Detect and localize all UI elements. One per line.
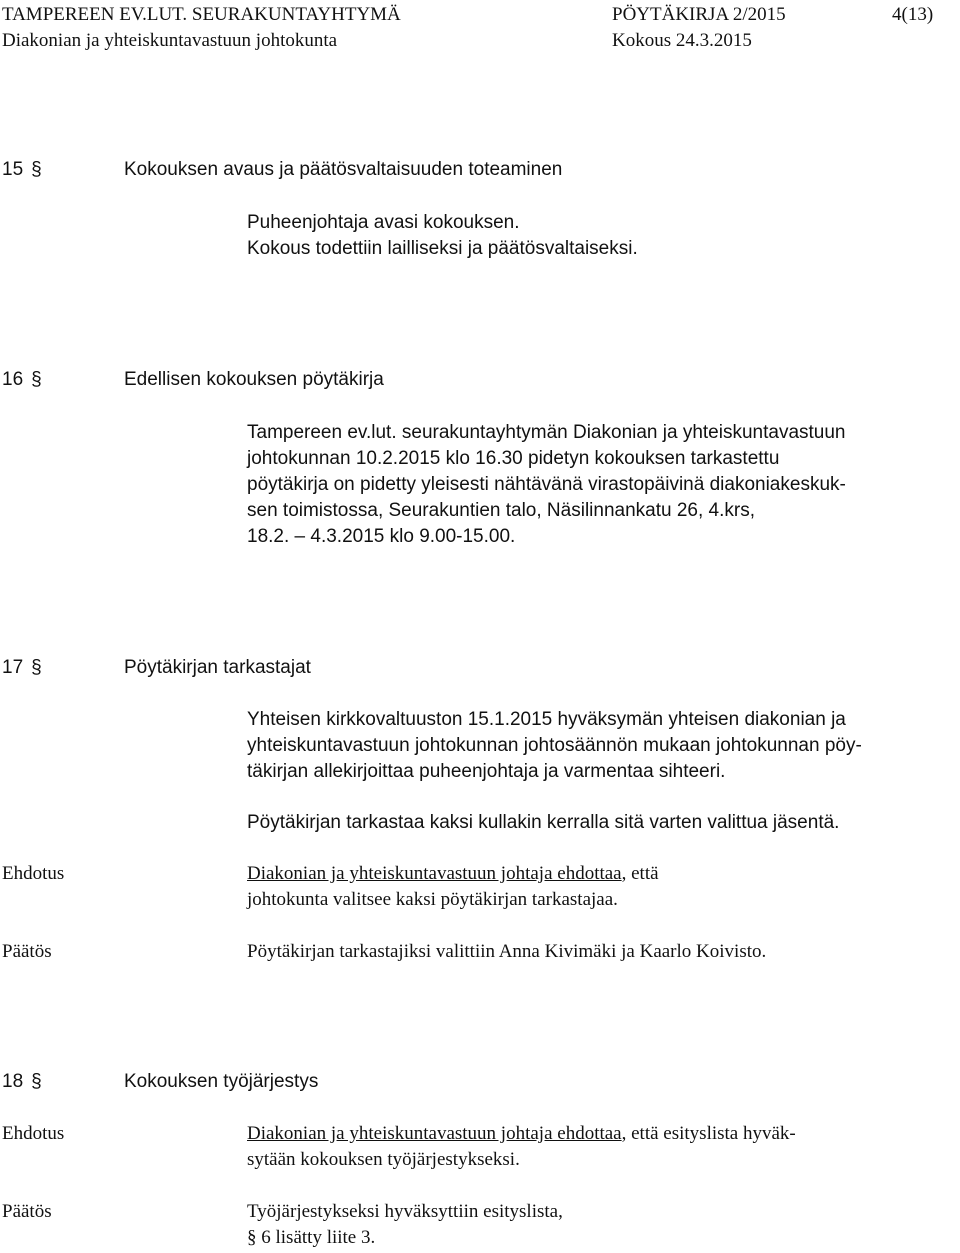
section-16-number: 16 § xyxy=(2,367,42,393)
proposer: Diakonian ja yhteiskuntavastuun johtaja ehdottaa xyxy=(247,1123,622,1144)
header-page-number: 4(13) xyxy=(892,4,934,25)
section-18-title: Kokouksen työjärjestys xyxy=(124,1071,319,1092)
header-board: Diakonian ja yhteiskuntavastuun johtokunta xyxy=(2,30,338,51)
section-icon: § xyxy=(31,657,42,678)
section-18-decision-label: Päätös xyxy=(2,1201,52,1222)
section-17-number: 17 § xyxy=(2,655,42,681)
section-icon: § xyxy=(31,1071,42,1092)
header-org: TAMPEREEN EV.LUT. SEURAKUNTAYHTYMÄ xyxy=(2,4,401,25)
section-15-title: Kokouksen avaus ja päätösvaltaisuuden toteaminen xyxy=(124,159,563,180)
section-17-decision: Pöytäkirjan tarkastajiksi valittiin Anna Kivimäki ja Kaarlo Koivisto. xyxy=(247,941,767,962)
section-16-body: Tampereen ev.lut. seurakuntayhtymän Diakonian ja yhteiskuntavastuun johtokunnan 10.2.2015 klo 16.30 pidetyn kokouksen tarkastettu pöytäkirja on pidetty yleisesti nähtävänä virastopäivinä diakoniakeskuk- sen toimistossa, Seurakuntien talo, Näsilinnankatu 26, 4.krs, 18.2. – 4.3.2015 klo 9.00-15.00. xyxy=(247,422,846,547)
section-17-line2: Pöytäkirjan tarkastaa kaksi kullakin kerralla sitä varten valittua jäsentä. xyxy=(247,812,840,833)
section-15-number: 15 § xyxy=(2,157,42,183)
section-17-body: Yhteisen kirkkovaltuuston 15.1.2015 hyväksymän yhteisen diakonian ja yhteiskuntavastuun johtokunnan johtosäännön mukaan johtokunnan pöy- täkirjan allekirjoittaa puheenjohtaja ja varmentaa sihteeri. xyxy=(247,709,862,782)
section-16-title: Edellisen kokouksen pöytäkirja xyxy=(124,369,384,390)
section-17-decision-label: Päätös xyxy=(2,941,52,962)
section-17-proposal: Diakonian ja yhteiskuntavastuun johtaja ehdottaa, että johtokunta valitsee kaksi pöytäkirjan tarkastajaa. xyxy=(247,863,659,910)
proposer: Diakonian ja yhteiskuntavastuun johtaja ehdottaa xyxy=(247,863,622,884)
section-icon: § xyxy=(247,1227,257,1248)
section-18-proposal: Diakonian ja yhteiskuntavastuun johtaja ehdottaa, että esityslista hyväk- sytään kokouksen työjärjestykseksi. xyxy=(247,1123,796,1170)
section-18-decision: Työjärjestykseksi hyväksyttiin esityslista, § 6 lisätty liite 3. xyxy=(247,1201,563,1248)
section-15-body: Puheenjohtaja avasi kokouksen. Kokous todettiin lailliseksi ja päätösvaltaiseksi. xyxy=(247,212,638,259)
section-18-number: 18 § xyxy=(2,1069,42,1095)
section-17-title: Pöytäkirjan tarkastajat xyxy=(124,657,311,678)
header-meeting-date: Kokous 24.3.2015 xyxy=(612,30,752,51)
section-17-proposal-label: Ehdotus xyxy=(2,863,65,884)
section-18-proposal-label: Ehdotus xyxy=(2,1123,65,1144)
section-icon: § xyxy=(31,159,42,180)
header-doc-number: PÖYTÄKIRJA 2/2015 xyxy=(612,4,786,25)
section-icon: § xyxy=(31,369,42,390)
